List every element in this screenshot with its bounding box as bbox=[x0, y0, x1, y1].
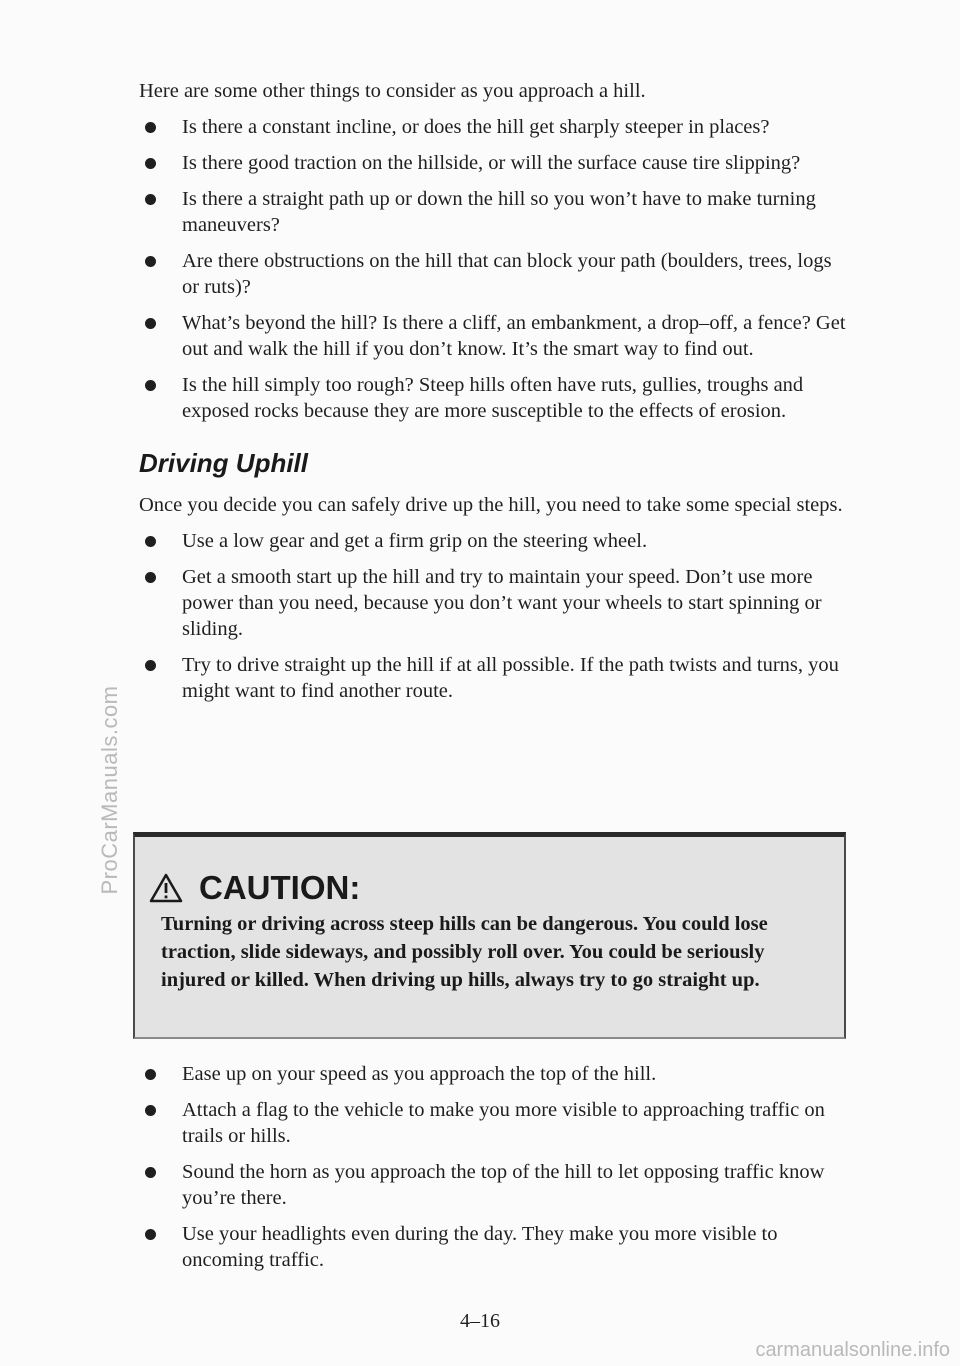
uphill-steps-list bbox=[139, 528, 849, 704]
bullet-icon bbox=[145, 1167, 156, 1178]
list-item: Get a smooth start up the hill and try to maintain your speed. Don’t use more power than you need, because you don’t want your wheels to start spinning or sliding. bbox=[139, 564, 849, 642]
bullet-icon bbox=[145, 1069, 156, 1080]
bullet-icon bbox=[145, 158, 156, 169]
list-item: Ease up on your speed as you approach the top of the hill. bbox=[139, 1061, 849, 1087]
hill-questions-list bbox=[139, 114, 849, 424]
bullet-icon bbox=[145, 318, 156, 329]
list-item: Is there a constant incline, or does the hill get sharply steeper in places? bbox=[139, 114, 849, 140]
caution-box bbox=[133, 832, 846, 1039]
bullet-icon bbox=[145, 256, 156, 267]
intro-text: Here are some other things to consider as you approach a hill. bbox=[139, 80, 646, 102]
bullet-icon bbox=[145, 1105, 156, 1116]
bullet-icon bbox=[145, 1229, 156, 1240]
bottom-watermark: carmanualsonline.info bbox=[755, 1339, 950, 1361]
caution-text: Turning or driving across steep hills can be dangerous. You could lose traction, slide sideways, and possibly roll over. You could be seriously injured or killed. When driving up hills, always try to go straight up. bbox=[161, 913, 768, 991]
top-of-hill-list bbox=[139, 1061, 849, 1273]
bullet-icon bbox=[145, 194, 156, 205]
side-watermark: ProCarManuals.com bbox=[97, 685, 122, 895]
bullet-icon bbox=[145, 660, 156, 671]
top-of-hill-section bbox=[139, 1061, 849, 1283]
section-heading: Driving Uphill bbox=[139, 448, 308, 478]
list-item: Are there obstructions on the hill that can block your path (boulders, trees, logs or ruts)? bbox=[139, 248, 849, 300]
caution-label: CAUTION: bbox=[199, 869, 361, 906]
list-item: Attach a flag to the vehicle to make you more visible to approaching traffic on trails or hills. bbox=[139, 1097, 849, 1149]
bullet-icon bbox=[145, 572, 156, 583]
list-item: Try to drive straight up the hill if at all possible. If the path twists and turns, you might want to find another route. bbox=[139, 652, 849, 704]
main-content bbox=[139, 78, 849, 714]
warning-triangle-icon bbox=[149, 873, 183, 903]
list-item: Is there a straight path up or down the hill so you won’t have to make turning maneuvers? bbox=[139, 186, 849, 238]
section-intro: Once you decide you can safely drive up the hill, you need to take some special steps. bbox=[139, 494, 843, 516]
list-item: Use your headlights even during the day. They make you more visible to oncoming traffic. bbox=[139, 1221, 849, 1273]
page-number: 4–16 bbox=[460, 1310, 500, 1332]
bullet-icon bbox=[145, 380, 156, 391]
caution-title bbox=[149, 869, 360, 907]
bullet-icon bbox=[145, 122, 156, 133]
bullet-icon bbox=[145, 536, 156, 547]
list-item: Is there good traction on the hillside, or will the surface cause tire slipping? bbox=[139, 150, 849, 176]
list-item: What’s beyond the hill? Is there a cliff, an embankment, a drop–off, a fence? Get out and walk the hill if you don’t know. It’s the smart way to find out. bbox=[139, 310, 849, 362]
list-item: Is the hill simply too rough? Steep hills often have ruts, gullies, troughs and exposed rocks because they are more susceptible to the effects of erosion. bbox=[139, 372, 849, 424]
list-item: Use a low gear and get a firm grip on the steering wheel. bbox=[139, 528, 849, 554]
list-item: Sound the horn as you approach the top of the hill to let opposing traffic know you’re there. bbox=[139, 1159, 849, 1211]
